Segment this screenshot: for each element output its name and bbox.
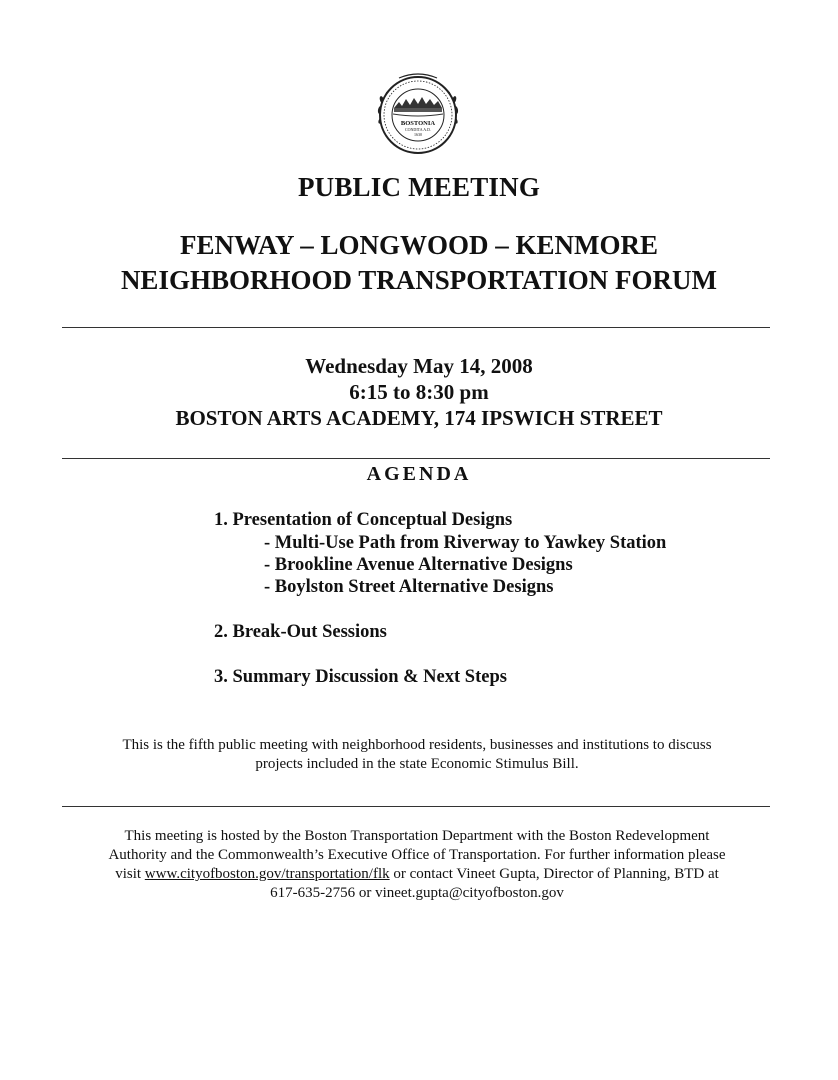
host-info-paragraph: [62, 827, 772, 903]
svg-text:CONDITA A.D.: CONDITA A.D.: [404, 127, 432, 132]
agenda-item-1: 1. Presentation of Conceptual Designs: [214, 510, 513, 530]
host-line-suffix: or contact Vineet Gupta, Director of Planning, BTD at: [389, 866, 719, 882]
svg-text:BOSTONIA: BOSTONIA: [400, 120, 436, 127]
intro-line: This is the fifth public meeting with neighborhood residents, businesses and institutions to discuss: [122, 737, 712, 753]
page-title: PUBLIC MEETING: [297, 172, 541, 202]
event-time: 6:15 to 8:30 pm: [349, 380, 489, 404]
transportation-link[interactable]: www.cityofboston.gov/transportation/flk: [144, 866, 390, 882]
svg-text:1630: 1630: [414, 132, 422, 137]
agenda-subitem: - Brookline Avenue Alternative Designs: [264, 555, 573, 575]
agenda-item-2: 2. Break-Out Sessions: [214, 622, 387, 642]
intro-line: projects included in the state Economic Stimulus Bill.: [255, 756, 579, 772]
forum-title-line1: FENWAY – LONGWOOD – KENMORE: [179, 230, 659, 260]
divider: [62, 327, 770, 328]
contact-line: 617-635-2756 or vineet.gupta@cityofboston.gov: [270, 885, 564, 901]
host-line: Authority and the Commonwealth’s Executive Office of Transportation. For further information please: [108, 847, 726, 863]
event-location: BOSTON ARTS ACADEMY, 174 IPSWICH STREET: [175, 406, 663, 430]
host-line-prefix: visit: [115, 866, 145, 882]
agenda-item-3: 3. Summary Discussion & Next Steps: [214, 667, 507, 687]
city-seal-icon: [367, 68, 469, 162]
divider: [62, 458, 770, 459]
agenda-subitem: - Multi-Use Path from Riverway to Yawkey Station: [264, 533, 667, 553]
intro-paragraph: [62, 736, 772, 774]
divider: [62, 806, 770, 807]
host-line: [62, 865, 772, 884]
event-date: Wednesday May 14, 2008: [305, 354, 533, 378]
agenda-subitem: - Boylston Street Alternative Designs: [264, 577, 554, 597]
agenda-title: AGENDA: [366, 463, 472, 485]
host-line: This meeting is hosted by the Boston Transportation Department with the Boston Redevelopment: [124, 828, 710, 844]
forum-title-line2: NEIGHBORHOOD TRANSPORTATION FORUM: [120, 265, 718, 295]
